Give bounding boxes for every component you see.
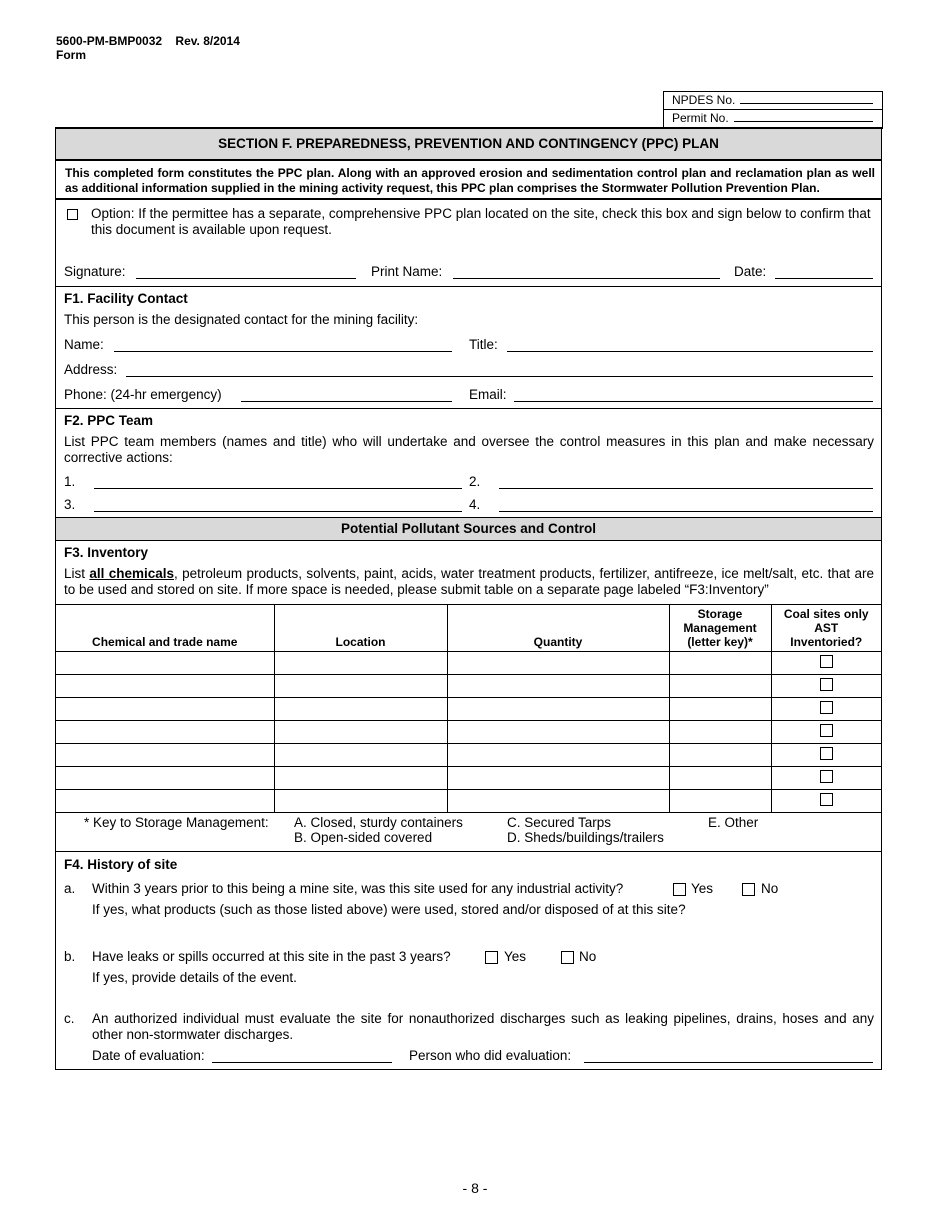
ast-checkbox[interactable] bbox=[820, 747, 833, 760]
table-row bbox=[56, 675, 881, 698]
ast-checkbox[interactable] bbox=[820, 793, 833, 806]
a-no-checkbox[interactable] bbox=[742, 883, 755, 896]
quantity-cell[interactable] bbox=[447, 698, 669, 721]
ast-checkbox[interactable] bbox=[820, 655, 833, 668]
col-storage bbox=[669, 605, 771, 652]
inventory-header-row bbox=[56, 605, 881, 652]
b-no-checkbox[interactable] bbox=[561, 951, 574, 964]
item-b-question: Have leaks or spills occurred at this site in the past 3 years? bbox=[92, 949, 451, 964]
team-member-2-field[interactable] bbox=[499, 488, 873, 489]
email-label: Email: bbox=[469, 387, 507, 402]
location-cell[interactable] bbox=[274, 698, 447, 721]
table-row bbox=[56, 721, 881, 744]
option-text: Option: If the permittee has a separate, comprehensive PPC plan located on the site, check this box and sign below to confirm that this document is available upon request. bbox=[91, 206, 871, 237]
col-coal-line: AST bbox=[814, 621, 839, 635]
divider bbox=[56, 286, 881, 287]
person-eval-label: Person who did evaluation: bbox=[409, 1048, 572, 1063]
title-label: Title: bbox=[469, 337, 498, 352]
location-cell[interactable] bbox=[274, 790, 447, 813]
date-label: Date: bbox=[734, 264, 767, 279]
col-coal-line: Inventoried? bbox=[790, 635, 863, 649]
col-coal bbox=[771, 605, 881, 652]
storage-cell[interactable] bbox=[669, 652, 771, 675]
coal-cell bbox=[771, 767, 881, 790]
print-name-label: Print Name: bbox=[371, 264, 443, 279]
storage-key-e: E. Other bbox=[708, 815, 759, 830]
npdes-label: NPDES No. bbox=[672, 93, 736, 107]
ppc-form bbox=[55, 127, 882, 1070]
date-eval-label: Date of evaluation: bbox=[92, 1048, 205, 1063]
storage-key-a: A. Closed, sturdy containers bbox=[294, 815, 463, 830]
f3-desc-prefix: List bbox=[64, 566, 90, 581]
team-number: 2. bbox=[469, 474, 481, 489]
location-cell[interactable] bbox=[274, 721, 447, 744]
col-storage-line: Storage bbox=[697, 607, 743, 621]
col-location: Location bbox=[274, 605, 447, 652]
f4-heading: F4. History of site bbox=[64, 857, 178, 872]
chemical-cell[interactable] bbox=[56, 721, 274, 744]
coal-cell bbox=[771, 698, 881, 721]
form-label: Form bbox=[56, 48, 86, 62]
a-yes-checkbox[interactable] bbox=[673, 883, 686, 896]
chemical-cell[interactable] bbox=[56, 652, 274, 675]
col-coal-line: Coal sites only bbox=[783, 607, 869, 621]
form-revision: Rev. 8/2014 bbox=[175, 34, 240, 48]
permit-input[interactable] bbox=[734, 121, 873, 122]
name-field[interactable] bbox=[114, 351, 452, 352]
signature-label: Signature: bbox=[64, 264, 126, 279]
address-label: Address: bbox=[64, 362, 118, 377]
storage-cell[interactable] bbox=[669, 675, 771, 698]
coal-cell bbox=[771, 790, 881, 813]
date-field[interactable] bbox=[775, 278, 873, 279]
item-a-marker: a. bbox=[64, 881, 76, 896]
title-field[interactable] bbox=[507, 351, 873, 352]
pollutant-sources-band: Potential Pollutant Sources and Control bbox=[56, 517, 881, 541]
item-c-text: An authorized individual must evaluate the site for nonauthorized discharges such as leaking pipelines, drains, hoses and any other non-stormwater discharges. bbox=[92, 1011, 874, 1042]
coal-cell bbox=[771, 721, 881, 744]
f3-desc-rest: , petroleum products, solvents, paint, acids, water treatment products, fertilizer, antifreeze, ice melt/salt, etc. that are to be used and stored on site. If more space is needed, please submit table on a separate page labeled “F3:Inventory” bbox=[64, 566, 874, 597]
table-row bbox=[56, 767, 881, 790]
storage-cell[interactable] bbox=[669, 790, 771, 813]
ast-checkbox[interactable] bbox=[820, 724, 833, 737]
print-name-field[interactable] bbox=[453, 278, 720, 279]
coal-cell bbox=[771, 744, 881, 767]
a-no-label: No bbox=[761, 881, 779, 896]
form-id bbox=[56, 34, 240, 62]
chemical-cell[interactable] bbox=[56, 698, 274, 721]
col-storage-line: Management bbox=[683, 621, 757, 635]
name-label: Name: bbox=[64, 337, 104, 352]
table-row bbox=[56, 698, 881, 721]
option-checkbox[interactable] bbox=[67, 209, 78, 220]
coal-cell bbox=[771, 652, 881, 675]
f3-description bbox=[64, 566, 874, 598]
phone-field[interactable] bbox=[241, 401, 452, 402]
storage-cell[interactable] bbox=[669, 744, 771, 767]
table-row bbox=[56, 744, 881, 767]
ast-checkbox[interactable] bbox=[820, 770, 833, 783]
f1-heading: F1. Facility Contact bbox=[64, 291, 188, 306]
address-field[interactable] bbox=[126, 376, 873, 377]
signature-field[interactable] bbox=[136, 278, 356, 279]
section-title: SECTION F. PREPAREDNESS, PREVENTION AND CONTINGENCY (PPC) PLAN bbox=[56, 129, 881, 161]
quantity-cell[interactable] bbox=[447, 675, 669, 698]
permit-label: Permit No. bbox=[672, 111, 729, 125]
location-cell[interactable] bbox=[274, 652, 447, 675]
inventory-table bbox=[56, 604, 881, 813]
team-member-3-field[interactable] bbox=[94, 511, 462, 512]
storage-cell[interactable] bbox=[669, 767, 771, 790]
npdes-box bbox=[663, 91, 883, 129]
col-quantity: Quantity bbox=[447, 605, 669, 652]
phone-label: Phone: (24-hr emergency) bbox=[64, 387, 222, 402]
divider bbox=[56, 198, 881, 200]
quantity-cell[interactable] bbox=[447, 767, 669, 790]
item-a-followup: If yes, what products (such as those listed above) were used, stored and/or disposed of at this site? bbox=[92, 902, 686, 917]
storage-key-d: D. Sheds/buildings/trailers bbox=[507, 830, 664, 845]
location-cell[interactable] bbox=[274, 744, 447, 767]
storage-key-b: B. Open-sided covered bbox=[294, 830, 433, 845]
f1-description: This person is the designated contact for the mining facility: bbox=[64, 312, 419, 327]
team-number: 1. bbox=[64, 474, 76, 489]
ast-checkbox[interactable] bbox=[820, 701, 833, 714]
storage-key-c: C. Secured Tarps bbox=[507, 815, 612, 830]
team-member-1-field[interactable] bbox=[94, 488, 462, 489]
page-number: - 8 - bbox=[462, 1180, 488, 1196]
f2-description: List PPC team members (names and title) who will undertake and oversee the control measures in this plan and make necessary corrective actions: bbox=[64, 434, 874, 465]
item-b-followup: If yes, provide details of the event. bbox=[92, 970, 297, 985]
location-cell[interactable] bbox=[274, 675, 447, 698]
b-yes-checkbox[interactable] bbox=[485, 951, 498, 964]
storage-cell[interactable] bbox=[669, 698, 771, 721]
storage-key-label: * Key to Storage Management: bbox=[84, 815, 269, 830]
f2-heading: F2. PPC Team bbox=[64, 413, 154, 428]
chemical-cell[interactable] bbox=[56, 790, 274, 813]
quantity-cell[interactable] bbox=[447, 721, 669, 744]
team-member-4-field[interactable] bbox=[499, 511, 873, 512]
item-a-question: Within 3 years prior to this being a mine site, was this site used for any industrial activity? bbox=[92, 881, 624, 896]
npdes-input[interactable] bbox=[740, 103, 873, 104]
storage-cell[interactable] bbox=[669, 721, 771, 744]
team-number: 3. bbox=[64, 497, 76, 512]
date-eval-field[interactable] bbox=[212, 1062, 392, 1063]
section-intro: This completed form constitutes the PPC plan. Along with an approved erosion and sedimentation control plan and reclamation plan as well as additional information supplied in the mining activity request, this PPC plan comprises the Stormwater Pollution Prevention Plan. bbox=[65, 166, 875, 195]
ast-checkbox[interactable] bbox=[820, 678, 833, 691]
coal-cell bbox=[771, 675, 881, 698]
b-no-label: No bbox=[579, 949, 597, 964]
item-b-marker: b. bbox=[64, 949, 76, 964]
table-row bbox=[56, 652, 881, 675]
person-eval-field[interactable] bbox=[584, 1062, 873, 1063]
location-cell[interactable] bbox=[274, 767, 447, 790]
f3-heading: F3. Inventory bbox=[64, 545, 149, 560]
chemical-cell[interactable] bbox=[56, 675, 274, 698]
chemical-cell[interactable] bbox=[56, 744, 274, 767]
email-field[interactable] bbox=[514, 401, 873, 402]
table-row bbox=[56, 790, 881, 813]
a-yes-label: Yes bbox=[691, 881, 714, 896]
divider bbox=[56, 408, 881, 409]
quantity-cell[interactable] bbox=[447, 790, 669, 813]
divider bbox=[56, 851, 881, 852]
chemical-cell[interactable] bbox=[56, 767, 274, 790]
form-code: 5600-PM-BMP0032 bbox=[56, 34, 163, 48]
quantity-cell[interactable] bbox=[447, 744, 669, 767]
item-c-marker: c. bbox=[64, 1011, 75, 1026]
quantity-cell[interactable] bbox=[447, 652, 669, 675]
f3-desc-emphasis: all chemicals bbox=[89, 566, 175, 581]
col-chemical: Chemical and trade name bbox=[56, 605, 274, 652]
b-yes-label: Yes bbox=[504, 949, 527, 964]
col-storage-line: (letter key)* bbox=[687, 635, 753, 649]
team-number: 4. bbox=[469, 497, 481, 512]
